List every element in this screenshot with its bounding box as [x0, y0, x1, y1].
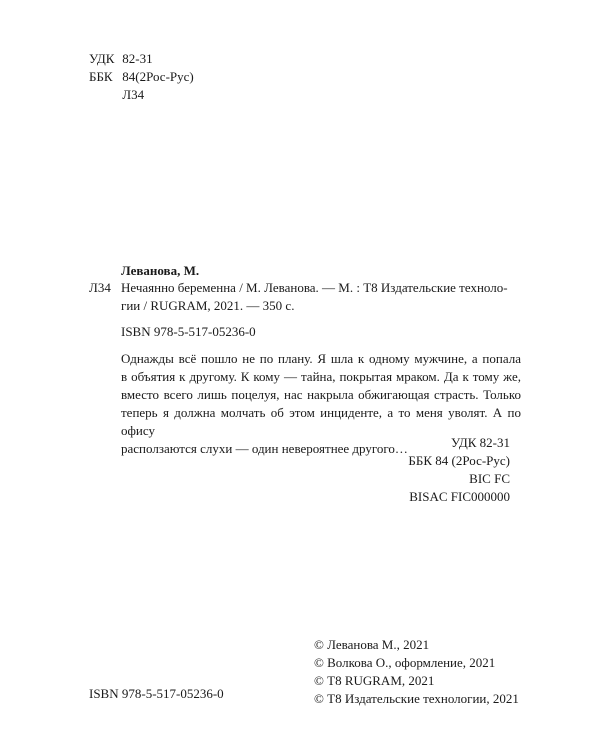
annotation-line: в объятия к другому. К кому — тайна, покрытая мраком. Да к тому же, [121, 369, 521, 384]
udk-row [89, 50, 153, 68]
copyright-block [314, 636, 519, 708]
isbn-footer: ISBN 978-5-517-05236-0 [89, 686, 224, 701]
bisac-index: BISAC FIC000000 [409, 489, 510, 504]
bibliographic-description [121, 279, 521, 315]
bbk-value: 84(2Рос-Рус) [122, 69, 194, 84]
udk-value: 82-31 [122, 51, 153, 66]
bibliographic-mark: Л34 [89, 280, 111, 295]
bbk-label: ББК [89, 69, 113, 84]
copyright-line: © Т8 RUGRAM, 2021 [314, 673, 435, 688]
index-block [408, 434, 510, 506]
udk-label: УДК [89, 51, 115, 66]
bibliographic-line: гии / RUGRAM, 2021. — 350 с. [121, 298, 295, 313]
bibliographic-line: Нечаянно беременна / М. Леванова. — М. : Т8 Издательские техноло- [121, 280, 508, 295]
copyright-line: © Леванова М., 2021 [314, 637, 430, 652]
isbn-record: ISBN 978-5-517-05236-0 [121, 324, 256, 339]
annotation-line: вместо всего лишь поцелуя, нас накрыла обжигающая страсть. Только [121, 387, 521, 402]
copyright-line: © Т8 Издательские технологии, 2021 [314, 691, 519, 706]
annotation-line: расползаются слухи — один невероятнее другого… [121, 441, 408, 456]
copyright-line: © Волкова О., оформление, 2021 [314, 655, 496, 670]
bbk-index: ББК 84 (2Рос-Рус) [408, 453, 510, 468]
author-mark-row [89, 86, 144, 104]
author-name: Леванова, М. [121, 263, 200, 278]
annotation-line: теперь я должна молчать об этом инциденте, а то меня уволят. А по офису [121, 405, 521, 438]
udk-index: УДК 82-31 [450, 435, 510, 450]
annotation-line: Однажды всё пошло не по плану. Я шла к одному мужчине, а попала [121, 351, 521, 366]
bic-index: BIC FC [469, 471, 510, 486]
author-mark: Л34 [122, 87, 145, 102]
bbk-row [89, 68, 194, 86]
